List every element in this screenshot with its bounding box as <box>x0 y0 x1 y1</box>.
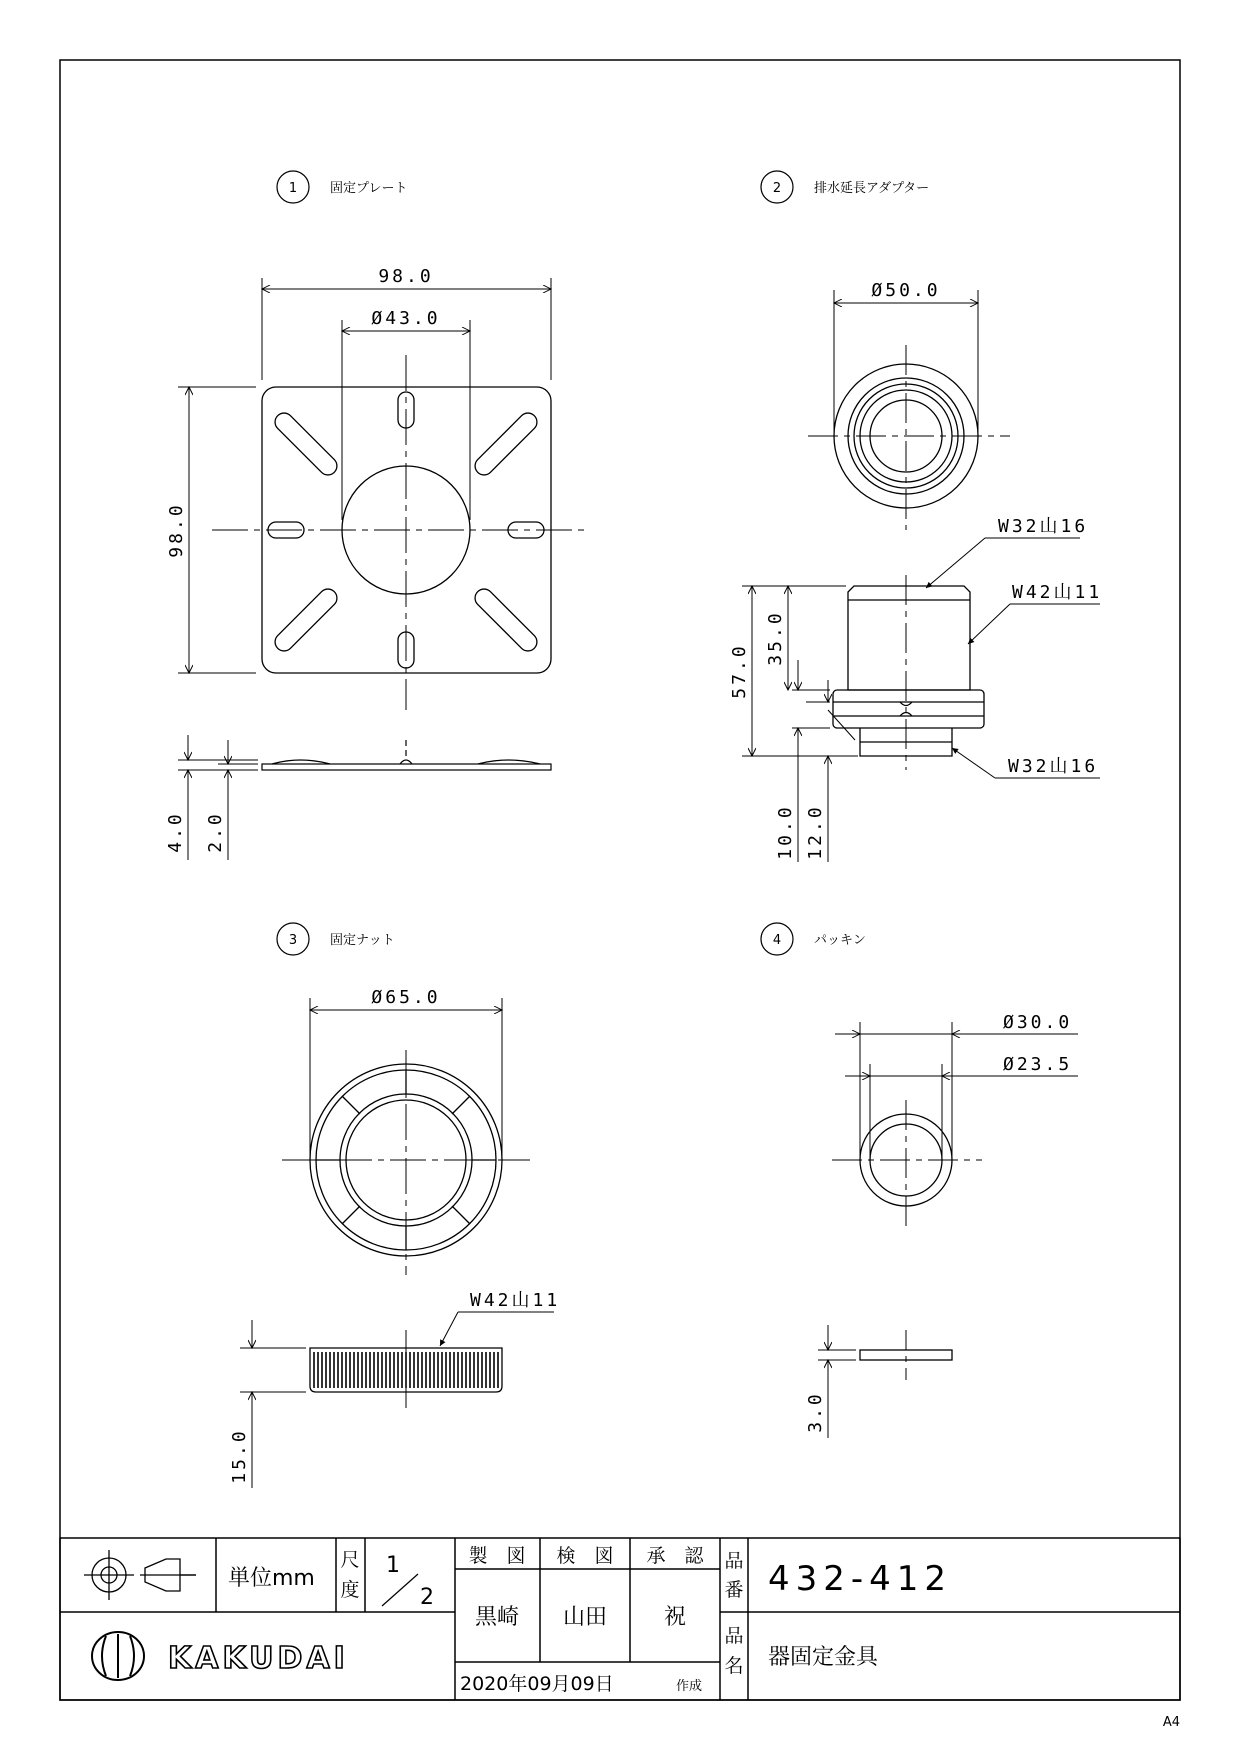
part-1-number: 1 <box>288 181 298 196</box>
checked-label: 検 図 <box>556 1545 614 1567</box>
p4-thick-dim: 3.0 <box>805 1391 826 1433</box>
part-2-side-dims <box>742 586 858 862</box>
part-no-label-1: 品 <box>724 1550 744 1572</box>
part-2-header <box>761 171 929 203</box>
scale-label-top: 尺 <box>340 1549 360 1571</box>
part-2-plan-centerlines <box>808 345 1010 530</box>
p2-upper-dim: 35.0 <box>765 610 786 666</box>
p1-height-dim: 98.0 <box>166 502 187 558</box>
p4-outer-dim: Ø30.0 <box>1003 1012 1073 1033</box>
checked-by: 山田 <box>562 1605 608 1630</box>
sheet-border <box>60 60 1180 1700</box>
part-2-side <box>833 586 984 756</box>
approved-label: 承 認 <box>646 1545 704 1567</box>
part-3-header <box>277 923 395 955</box>
part-1-header <box>277 171 407 203</box>
part-3-name: 固定ナット <box>330 933 395 948</box>
drafted-by: 黒崎 <box>474 1605 520 1630</box>
third-angle-projection-icon <box>84 1550 196 1600</box>
p3-dia-dim: Ø65.0 <box>371 987 441 1008</box>
p1-thick-dim-1: 4.0 <box>165 811 186 853</box>
scale-denominator: 2 <box>420 1585 434 1610</box>
part-2-number: 2 <box>772 181 782 196</box>
p2-thread-top: W32山16 <box>998 516 1089 537</box>
p1-width-dim: 98.0 <box>378 266 434 287</box>
part-number: 432-412 <box>768 1559 953 1599</box>
p2-bottom-dim-2: 12.0 <box>805 804 826 860</box>
p1-thick-dim-2: 2.0 <box>205 811 226 853</box>
part-4-name: パッキン <box>814 933 866 948</box>
p2-thread-mid: W42山11 <box>1012 582 1103 603</box>
drafted-label: 製 図 <box>468 1545 526 1567</box>
part-4-plan-centerlines <box>832 1100 982 1232</box>
part-name-label-2: 名 <box>724 1655 744 1677</box>
p4-inner-dim: Ø23.5 <box>1003 1054 1073 1075</box>
part-4-number: 4 <box>772 933 782 948</box>
p2-thread-bot: W32山16 <box>1008 756 1099 777</box>
part-3-side-dims <box>240 1312 554 1488</box>
p2-dia-dim: Ø50.0 <box>871 280 941 301</box>
part-2-name: 排水延長アダプター <box>814 181 930 196</box>
kakudai-logo <box>92 1632 144 1680</box>
paper-size: A4 <box>1162 1715 1180 1730</box>
part-3-plan-centerlines <box>282 1050 530 1275</box>
p2-total-dim: 57.0 <box>729 643 750 699</box>
part-4-plan-dims <box>835 1022 1078 1160</box>
creation-suffix: 作成 <box>676 1679 703 1694</box>
p3-thread-dim: W42山11 <box>470 1290 561 1311</box>
part-1-plate-side <box>262 740 551 770</box>
part-3-number: 3 <box>288 933 298 948</box>
scale-label-bottom: 度 <box>340 1579 360 1601</box>
scale-divider <box>382 1574 418 1606</box>
part-1-name: 固定プレート <box>330 181 408 196</box>
brand-name: KAKUDAI <box>168 1641 349 1676</box>
unit-text: 単位mm <box>228 1566 315 1591</box>
p1-hole-dim: Ø43.0 <box>371 308 441 329</box>
part-1-dimensions <box>178 278 551 673</box>
part-4-header <box>761 923 866 955</box>
scale-numerator: 1 <box>386 1553 400 1578</box>
p3-height-dim: 15.0 <box>229 1428 250 1484</box>
approved-by: 祝 <box>663 1605 687 1630</box>
p2-bottom-dim-1: 10.0 <box>775 804 796 860</box>
creation-date: 2020年09月09日 <box>460 1673 614 1695</box>
part-name: 器固定金具 <box>768 1645 879 1670</box>
part-no-label-2: 番 <box>724 1579 744 1601</box>
part-name-label-1: 品 <box>724 1625 744 1647</box>
